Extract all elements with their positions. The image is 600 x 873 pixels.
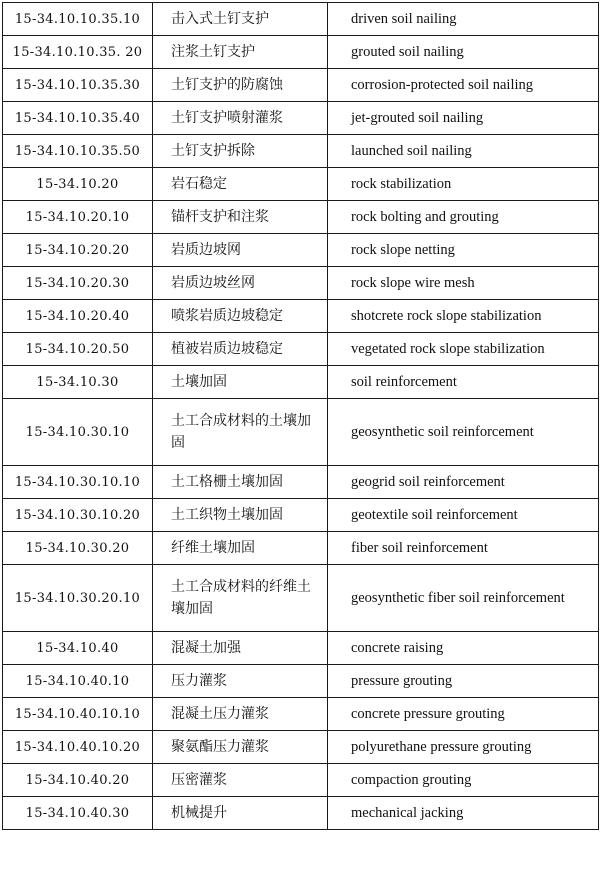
term-chinese: 机械提升 bbox=[153, 797, 328, 830]
term-english: rock slope netting bbox=[328, 234, 599, 267]
term-chinese: 压密灌浆 bbox=[153, 764, 328, 797]
table-row bbox=[3, 499, 599, 532]
table-row bbox=[3, 135, 599, 168]
table-row bbox=[3, 69, 599, 102]
term-chinese: 土工合成材料的纤维土壤加固 bbox=[153, 565, 328, 632]
term-chinese: 聚氨酯压力灌浆 bbox=[153, 731, 328, 764]
table-row bbox=[3, 3, 599, 36]
term-code: 15-34.10.40 bbox=[3, 632, 153, 665]
term-code: 15-34.10.20.40 bbox=[3, 300, 153, 333]
term-chinese: 岩质边坡丝网 bbox=[153, 267, 328, 300]
term-english: launched soil nailing bbox=[328, 135, 599, 168]
term-chinese: 土壤加固 bbox=[153, 366, 328, 399]
term-chinese: 混凝土加强 bbox=[153, 632, 328, 665]
term-english: geogrid soil reinforcement bbox=[328, 466, 599, 499]
table-row bbox=[3, 168, 599, 201]
table-row bbox=[3, 764, 599, 797]
term-code: 15-34.10.20.30 bbox=[3, 267, 153, 300]
term-chinese: 混凝土压力灌浆 bbox=[153, 698, 328, 731]
table-row bbox=[3, 466, 599, 499]
table-row bbox=[3, 399, 599, 466]
term-chinese: 土钉支护的防腐蚀 bbox=[153, 69, 328, 102]
term-code: 15-34.10.30 bbox=[3, 366, 153, 399]
table-row bbox=[3, 201, 599, 234]
term-english: geotextile soil reinforcement bbox=[328, 499, 599, 532]
term-english: geosynthetic soil reinforcement bbox=[328, 399, 599, 466]
term-english: compaction grouting bbox=[328, 764, 599, 797]
term-chinese: 土钉支护拆除 bbox=[153, 135, 328, 168]
term-chinese: 土工合成材料的土壤加固 bbox=[153, 399, 328, 466]
term-code: 15-34.10.20 bbox=[3, 168, 153, 201]
term-english: rock stabilization bbox=[328, 168, 599, 201]
terminology-table bbox=[2, 2, 599, 830]
term-english: pressure grouting bbox=[328, 665, 599, 698]
term-code: 15-34.10.20.20 bbox=[3, 234, 153, 267]
table-row bbox=[3, 565, 599, 632]
term-english: geosynthetic fiber soil reinforcement bbox=[328, 565, 599, 632]
term-code: 15-34.10.10.35.50 bbox=[3, 135, 153, 168]
term-english: grouted soil nailing bbox=[328, 36, 599, 69]
table-row bbox=[3, 532, 599, 565]
term-english: fiber soil reinforcement bbox=[328, 532, 599, 565]
term-code: 15-34.10.10.35.10 bbox=[3, 3, 153, 36]
term-chinese: 岩石稳定 bbox=[153, 168, 328, 201]
term-code: 15-34.10.10.35.30 bbox=[3, 69, 153, 102]
term-code: 15-34.10.20.50 bbox=[3, 333, 153, 366]
term-chinese: 植被岩质边坡稳定 bbox=[153, 333, 328, 366]
table-row bbox=[3, 333, 599, 366]
term-chinese: 击入式土钉支护 bbox=[153, 3, 328, 36]
term-chinese: 压力灌浆 bbox=[153, 665, 328, 698]
term-code: 15-34.10.20.10 bbox=[3, 201, 153, 234]
term-chinese: 纤维土壤加固 bbox=[153, 532, 328, 565]
table-row bbox=[3, 366, 599, 399]
term-english: concrete raising bbox=[328, 632, 599, 665]
term-code: 15-34.10.30.20 bbox=[3, 532, 153, 565]
table-row bbox=[3, 36, 599, 69]
table-row bbox=[3, 102, 599, 135]
term-chinese: 注浆土钉支护 bbox=[153, 36, 328, 69]
term-english: vegetated rock slope stabilization bbox=[328, 333, 599, 366]
term-code: 15-34.10.30.10.20 bbox=[3, 499, 153, 532]
term-code: 15-34.10.30.10 bbox=[3, 399, 153, 466]
term-chinese: 喷浆岩质边坡稳定 bbox=[153, 300, 328, 333]
table-row bbox=[3, 698, 599, 731]
term-english: rock bolting and grouting bbox=[328, 201, 599, 234]
table-row bbox=[3, 731, 599, 764]
term-english: shotcrete rock slope stabilization bbox=[328, 300, 599, 333]
term-code: 15-34.10.30.10.10 bbox=[3, 466, 153, 499]
term-english: concrete pressure grouting bbox=[328, 698, 599, 731]
table-row bbox=[3, 632, 599, 665]
term-code: 15-34.10.30.20.10 bbox=[3, 565, 153, 632]
term-chinese: 岩质边坡网 bbox=[153, 234, 328, 267]
term-code: 15-34.10.10.35.40 bbox=[3, 102, 153, 135]
table-row bbox=[3, 665, 599, 698]
term-english: rock slope wire mesh bbox=[328, 267, 599, 300]
term-english: jet-grouted soil nailing bbox=[328, 102, 599, 135]
term-code: 15-34.10.40.20 bbox=[3, 764, 153, 797]
term-english: driven soil nailing bbox=[328, 3, 599, 36]
term-english: corrosion-protected soil nailing bbox=[328, 69, 599, 102]
term-english: polyurethane pressure grouting bbox=[328, 731, 599, 764]
table-row bbox=[3, 234, 599, 267]
term-chinese: 土工格栅土壤加固 bbox=[153, 466, 328, 499]
term-english: soil reinforcement bbox=[328, 366, 599, 399]
term-chinese: 土工织物土壤加固 bbox=[153, 499, 328, 532]
table-row bbox=[3, 300, 599, 333]
table-row bbox=[3, 267, 599, 300]
term-chinese: 土钉支护喷射灌浆 bbox=[153, 102, 328, 135]
term-code: 15-34.10.40.10.20 bbox=[3, 731, 153, 764]
term-chinese: 锚杆支护和注浆 bbox=[153, 201, 328, 234]
term-code: 15-34.10.10.35. 20 bbox=[3, 36, 153, 69]
table-row bbox=[3, 797, 599, 830]
term-code: 15-34.10.40.30 bbox=[3, 797, 153, 830]
term-english: mechanical jacking bbox=[328, 797, 599, 830]
term-code: 15-34.10.40.10 bbox=[3, 665, 153, 698]
term-code: 15-34.10.40.10.10 bbox=[3, 698, 153, 731]
